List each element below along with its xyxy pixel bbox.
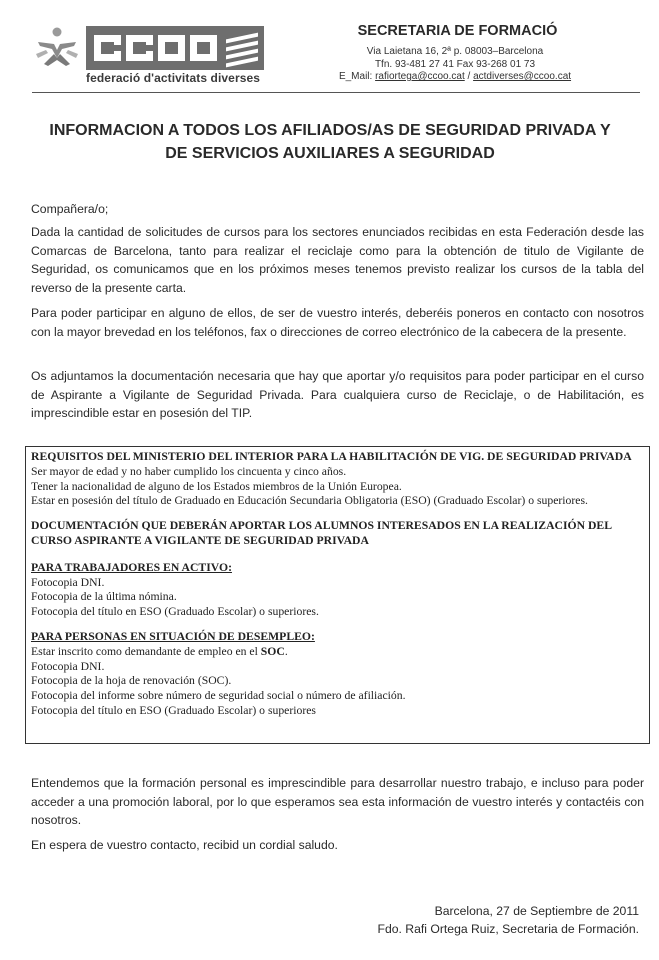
ccoo-logo bbox=[86, 26, 264, 70]
email-label: E_Mail: bbox=[338, 71, 373, 82]
logo-letter-c bbox=[94, 35, 121, 61]
org-tagline: federació d'activitats diverses bbox=[86, 71, 261, 85]
greeting: Compañera/o; bbox=[31, 202, 109, 216]
unemployed-doc-item: Fotocopia del informe sobre número de seguridad social o número de afiliación. bbox=[31, 689, 406, 703]
paragraph-3: Os adjuntamos la documentación necesaria que hay que aportar y/o requisitos para poder participar en el curso de Aspirante a Vigilante de Seguridad Privada. Para cualquiera curso de Reciclaje, o de Habilitación, es imprescindible estar en posesión del TIP. bbox=[31, 369, 644, 420]
header-divider bbox=[32, 92, 640, 93]
unemployed-heading: PARA PERSONAS EN SITUACIÓN DE DESEMPLEO: bbox=[31, 629, 315, 643]
letterhead bbox=[0, 0, 659, 96]
requirements-heading: REQUISITOS DEL MINISTERIO DEL INTERIOR PARA LA HABILITACIÓN DE VIG. DE SEGURIDAD PRIVADA bbox=[31, 450, 632, 463]
paragraph-5: En espera de vuestro contacto, recibid un cordial saludo. bbox=[31, 838, 338, 852]
logo-letter-o bbox=[190, 35, 217, 61]
unemployed-doc-item: Fotocopia DNI. bbox=[31, 659, 105, 673]
unemployed-doc-item: Fotocopia de la hoja de renovación (SOC). bbox=[31, 674, 232, 688]
requirement-item: Tener la nacionalidad de alguno de los Estados miembros de la Unión Europea. bbox=[31, 479, 402, 493]
requirements-box bbox=[25, 446, 650, 744]
active-workers-heading: PARA TRABAJADORES EN ACTIVO: bbox=[31, 560, 232, 574]
document-title bbox=[30, 119, 630, 165]
paragraph-4: Entendemos que la formación personal es imprescindible para desarrollar nuestro trabajo, e incluso para poder acceder a una promoción laboral, por lo que esperamos sea esta información de vuestro interés y contactéis con nosotros. bbox=[31, 776, 644, 827]
requirement-item: Estar en posesión del título de Graduado en Educación Secundaria Obligatoria (ESO) (Graduado Escolar) o superiores. bbox=[31, 494, 588, 508]
signed-by: Fdo. Rafi Ortega Ruiz, Secretaria de Formación. bbox=[377, 922, 639, 936]
unemployed-doc-item: Fotocopia del título en ESO (Graduado Escolar) o superiores bbox=[31, 703, 316, 717]
unemployed-doc-item: Estar inscrito como demandante de empleo en el SOC. bbox=[31, 644, 288, 658]
documentation-heading: DOCUMENTACIÓN QUE DEBERÁN APORTAR LOS ALUMNOS INTERESADOS EN LA REALIZACIÓN DEL CURSO ASPIRANTE A VIGILANTE DE SEGURIDAD PRIVADA bbox=[31, 519, 612, 547]
place-date: Barcelona, 27 de Septiembre de 2011 bbox=[434, 904, 639, 918]
secretariat-title: SECRETARIA DE FORMACIÓ bbox=[357, 23, 558, 39]
title-line-1: INFORMACION A TODOS LOS AFILIADOS/AS DE SEGURIDAD PRIVADA Y bbox=[49, 122, 611, 139]
logo-letter-c bbox=[126, 35, 153, 61]
address: Via Laietana 16, 2ª p. 08003–Barcelona bbox=[366, 46, 544, 57]
logo-letter-o bbox=[158, 35, 185, 61]
active-doc-item: Fotocopia del título en ESO (Graduado Escolar) o superiores. bbox=[31, 605, 319, 619]
paragraph-1: Dada la cantidad de solicitudes de cursos para los sectores enunciados recibidas en esta Federación desde las Comarcas de Barcelona, tanto para realizar el reciclaje como para la obtención de titulo de Vigilante de Seguridad, os comunicamos que en los próximos meses tenemos previsto realizar los cursos de la tabla del reverso de la presente carta. bbox=[31, 225, 644, 295]
phone-fax: Tfn. 93-481 27 41 Fax 93-268 01 73 bbox=[374, 59, 536, 70]
logo-stripes-icon bbox=[226, 32, 260, 64]
email-link-1[interactable]: rafiortega@ccoo.cat bbox=[375, 71, 465, 82]
email-link-2[interactable]: actdiverses@ccoo.cat bbox=[473, 71, 572, 82]
active-doc-item: Fotocopia DNI. bbox=[31, 575, 105, 589]
email-line bbox=[330, 71, 580, 82]
active-doc-item: Fotocopia de la última nómina. bbox=[31, 590, 177, 604]
email-separator: / bbox=[464, 71, 474, 82]
ccoo-figure-logo-icon bbox=[34, 24, 80, 70]
title-line-2: DE SERVICIOS AUXILIARES A SEGURIDAD bbox=[165, 145, 495, 162]
paragraph-2: Para poder participar en alguno de ellos, de ser de vuestro interés, deberéis poneros en contacto con nosotros con la mayor brevedad en los teléfonos, fax o direcciones de correo electrónico de la cabecera de la presente. bbox=[31, 306, 644, 339]
requirement-item: Ser mayor de edad y no haber cumplido los cincuenta y cinco años. bbox=[31, 464, 347, 478]
